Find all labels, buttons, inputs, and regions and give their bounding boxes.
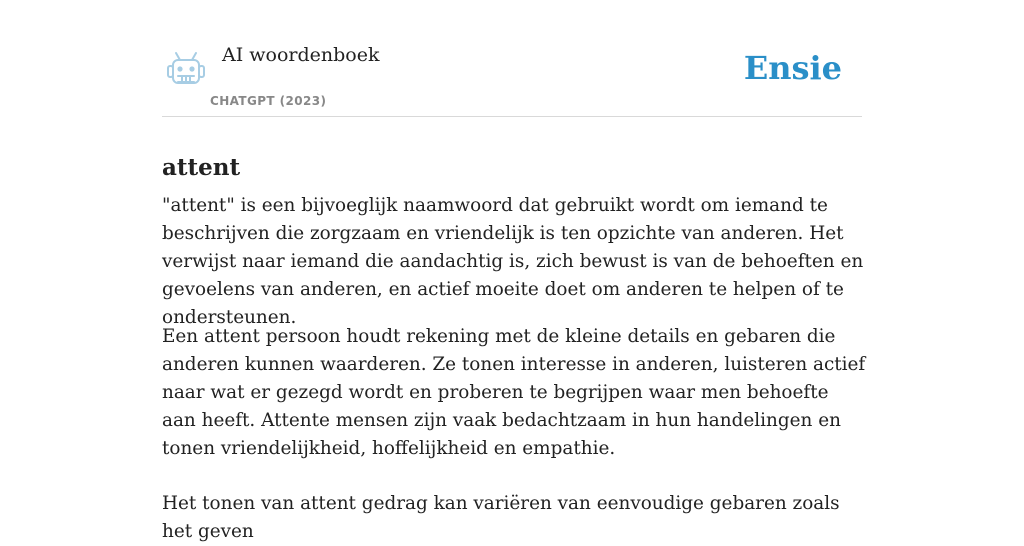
dictionary-title[interactable]: AI woordenboek <box>222 44 380 66</box>
source-label: CHATGPT (2023) <box>210 94 327 108</box>
robot-icon <box>166 52 206 90</box>
definition-paragraph: Het tonen van attent gedrag kan variëren van eenvoudige gebaren zoals het geven <box>162 493 840 542</box>
entry-headword: attent <box>162 154 241 182</box>
dictionary-page <box>162 0 866 542</box>
definition-paragraph: Een attent persoon houdt rekening met de kleine details en gebaren die anderen kunnen waarderen. Ze tonen interesse in anderen, luisteren actief naar wat er gezegd wordt en proberen te begrijpen waar men behoefte aan heeft. Attente mensen zijn vaak bedachtzaam in hun handelingen en tonen vriendelijkheid, hoffelijkheid en empathie. <box>162 326 866 459</box>
entry-header <box>162 0 862 117</box>
brand-logo[interactable]: Ensie <box>743 49 842 87</box>
definition-paragraph: "attent" is een bijvoeglijk naamwoord dat gebruikt wordt om iemand te beschrijven die zorgzaam en vriendelijk is ten opzichte van anderen. Het verwijst naar iemand die aandachtig is, zich bewust is van de behoeften en gevoelens van anderen, en actief moeite doet om anderen te helpen of te ondersteunen. <box>162 195 864 328</box>
